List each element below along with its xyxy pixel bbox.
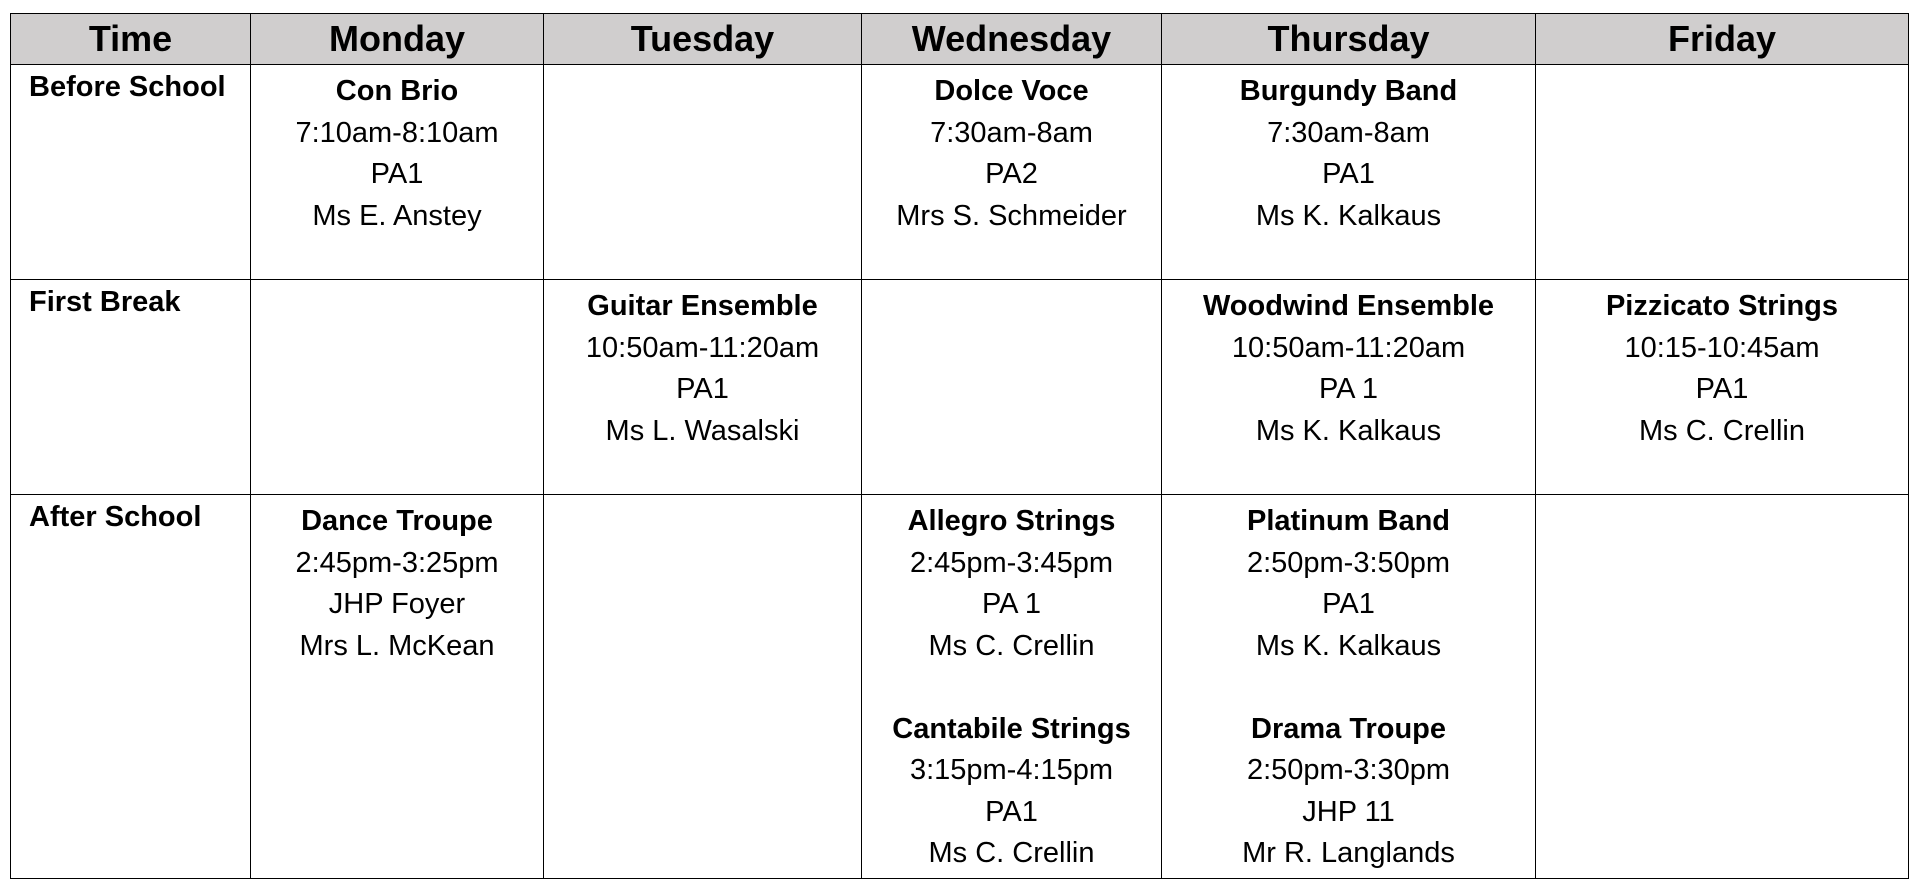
header-wednesday: Wednesday xyxy=(862,14,1162,65)
cell xyxy=(251,495,544,879)
activity xyxy=(251,501,543,667)
activity-time: 10:50am-11:20am xyxy=(1231,331,1466,364)
activity-name: Drama Troupe xyxy=(1251,712,1446,745)
cell xyxy=(862,65,1162,280)
header-row xyxy=(11,14,1909,65)
cell xyxy=(251,280,544,495)
activity-teacher: Mrs L. McKean xyxy=(299,629,495,662)
header-time: Time xyxy=(11,14,251,65)
header-monday: Monday xyxy=(251,14,544,65)
activity-teacher: Ms L. Wasalski xyxy=(605,414,800,447)
cell xyxy=(1536,495,1909,879)
activity-teacher: Ms K. Kalkaus xyxy=(1255,414,1442,447)
activity-room: PA 1 xyxy=(1318,373,1379,405)
activity xyxy=(544,286,861,452)
cell xyxy=(862,495,1162,879)
activity-teacher: Ms C. Crellin xyxy=(928,629,1095,662)
activity-room: PA 1 xyxy=(981,588,1042,620)
cell-content xyxy=(544,495,861,501)
activity-room: PA1 xyxy=(676,373,729,405)
activity-name: Dance Troupe xyxy=(301,505,493,537)
activity-name: Platinum Band xyxy=(1246,505,1450,537)
cell xyxy=(544,495,862,879)
activity-time: 2:45pm-3:45pm xyxy=(909,546,1114,579)
header-friday: Friday xyxy=(1536,14,1909,65)
cell-content xyxy=(862,495,1161,875)
cell-content xyxy=(1162,65,1535,237)
activity xyxy=(862,71,1161,237)
activity-teacher: Ms C. Crellin xyxy=(928,837,1095,869)
cell xyxy=(1536,65,1909,280)
activity-time: 10:50am-11:20am xyxy=(585,331,820,364)
activity-room: PA1 xyxy=(985,795,1038,828)
period-label: Before School xyxy=(11,65,251,280)
cell-content xyxy=(251,280,543,286)
cell xyxy=(1536,280,1909,495)
activity-name: Burgundy Band xyxy=(1239,75,1458,107)
cell xyxy=(862,280,1162,495)
cell-content xyxy=(1162,280,1535,452)
activity-name: Pizzicato Strings xyxy=(1605,290,1839,322)
activity-room: PA2 xyxy=(985,158,1038,190)
activity-teacher: Ms K. Kalkaus xyxy=(1255,199,1442,232)
cell-content xyxy=(862,65,1161,237)
activity-time: 7:30am-8am xyxy=(1267,116,1430,149)
timetable xyxy=(10,13,1909,879)
activity-time: 3:15pm-4:15pm xyxy=(909,754,1114,786)
activity-time: 2:50pm-3:30pm xyxy=(1246,754,1451,786)
period-label: After School xyxy=(11,495,251,879)
activity xyxy=(1162,71,1535,237)
cell xyxy=(544,280,862,495)
activity-teacher: Ms C. Crellin xyxy=(1639,414,1805,447)
row-after-school xyxy=(11,495,1909,879)
activity-name: Guitar Ensemble xyxy=(587,290,818,322)
activity-name: Dolce Voce xyxy=(934,75,1089,107)
cell-content xyxy=(1536,495,1908,501)
activity-teacher: Ms E. Anstey xyxy=(312,199,482,232)
cell-content xyxy=(251,495,543,667)
activity-teacher: Mrs S. Schmeider xyxy=(896,199,1127,232)
activity-time: 10:15-10:45am xyxy=(1624,331,1820,364)
activity xyxy=(862,501,1161,667)
row-first-break xyxy=(11,280,1909,495)
row-before-school xyxy=(11,65,1909,280)
activity-name: Allegro Strings xyxy=(907,505,1116,537)
period-label: First Break xyxy=(11,280,251,495)
activity xyxy=(1162,501,1535,667)
cell-content xyxy=(1162,495,1535,875)
activity-room: PA1 xyxy=(370,158,424,190)
activity xyxy=(1162,709,1535,875)
cell xyxy=(1162,280,1536,495)
activity-room: PA1 xyxy=(1695,373,1749,405)
activity-room: PA1 xyxy=(1322,158,1375,190)
activity-room: PA1 xyxy=(1322,588,1375,620)
cell-content xyxy=(862,280,1161,286)
cell-content xyxy=(1536,280,1908,452)
activity-room: JHP 11 xyxy=(1302,795,1395,828)
header-tuesday: Tuesday xyxy=(544,14,862,65)
timetable-header xyxy=(11,14,1909,65)
activity xyxy=(1536,286,1908,452)
activity-time: 2:50pm-3:50pm xyxy=(1246,546,1451,579)
cell-content xyxy=(251,65,543,237)
cell xyxy=(544,65,862,280)
activity xyxy=(251,71,543,237)
activity-name: Con Brio xyxy=(335,75,459,107)
cell-content xyxy=(544,65,861,71)
activity-teacher: Mr R. Langlands xyxy=(1242,837,1455,869)
cell xyxy=(1162,495,1536,879)
activity xyxy=(862,709,1161,875)
header-thursday: Thursday xyxy=(1162,14,1536,65)
activity-name: Woodwind Ensemble xyxy=(1202,290,1495,322)
cell xyxy=(1162,65,1536,280)
activity-name: Cantabile Strings xyxy=(892,712,1131,745)
cell xyxy=(251,65,544,280)
activity-time: 2:45pm-3:25pm xyxy=(295,546,499,579)
activity-time: 7:30am-8am xyxy=(930,116,1093,149)
activity-room: JHP Foyer xyxy=(328,588,466,620)
timetable-body xyxy=(11,65,1909,879)
activity xyxy=(1162,286,1535,452)
cell-content xyxy=(544,280,861,452)
cell-content xyxy=(1536,65,1908,71)
activity-teacher: Ms K. Kalkaus xyxy=(1255,629,1442,662)
activity-time: 7:10am-8:10am xyxy=(295,116,499,149)
